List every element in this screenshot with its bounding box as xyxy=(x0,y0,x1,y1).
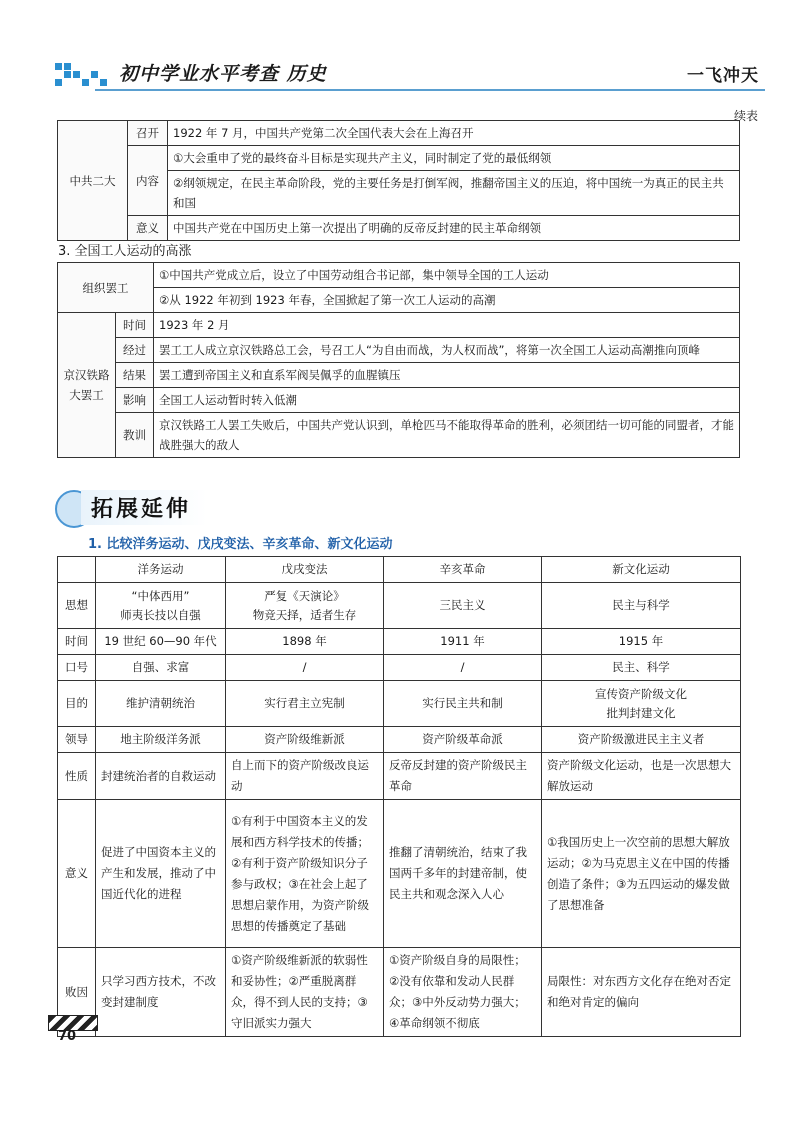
table-cell: 地主阶级洋务派 xyxy=(96,727,226,753)
table-cell: 三民主义 xyxy=(384,583,542,629)
table-cell: / xyxy=(226,655,384,681)
table-cell: ①资产阶级自身的局限性；②没有依靠和发动人民群众；③中外反动势力强大；④革命纲领不彻底 xyxy=(384,948,542,1037)
table-cell: 资产阶级文化运动，也是一次思想大解放运动 xyxy=(542,753,741,800)
header-cell: 新文化运动 xyxy=(542,557,741,583)
row-label: 意义 xyxy=(58,800,96,948)
table-cell: 1898 年 xyxy=(226,629,384,655)
table-cell: 民主、科学 xyxy=(542,655,741,681)
row-label: 败因 xyxy=(58,948,96,1037)
row-text: 中国共产党在中国历史上第一次提出了明确的反帝反封建的民主革命纲领 xyxy=(168,216,740,241)
row-text: 全国工人运动暂时转入低潮 xyxy=(154,388,740,413)
table-cell: 19 世纪 60—90 年代 xyxy=(96,629,226,655)
table-cell: ①有利于中国资本主义的发展和西方科学技术的传播；②有利于资产阶级知识分子参与政权；③在社会上起了思想启蒙作用，为资产阶级思想的传播奠定了基础 xyxy=(226,800,384,948)
header-rule xyxy=(95,89,765,91)
table-cell: 宣传资产阶级文化 批判封建文化 xyxy=(542,681,741,727)
row-text: 京汉铁路工人罢工失败后，中国共产党认识到，单枪匹马不能取得革命的胜利，必须团结一切可能的同盟者，才能战胜强大的敌人 xyxy=(154,413,740,458)
table-cell: 实行民主共和制 xyxy=(384,681,542,727)
table-cell: / xyxy=(384,655,542,681)
row-label: 思想 xyxy=(58,583,96,629)
row-label: 内容 xyxy=(128,146,168,216)
row-text: 1923 年 2 月 xyxy=(154,313,740,338)
table-cell: ①我国历史上一次空前的思想大解放运动；②为马克思主义在中国的传播创造了条件；③为五四运动的爆发做了思想准备 xyxy=(542,800,741,948)
org-label: 组织罢工 xyxy=(58,263,154,313)
row-label: 经过 xyxy=(116,338,154,363)
row-label: 教训 xyxy=(116,413,154,458)
group-label: 京汉铁路大罢工 xyxy=(58,313,116,458)
page-header xyxy=(55,55,765,95)
row-text: ②从 1922 年初到 1923 年春，全国掀起了第一次工人运动的高潮 xyxy=(154,288,740,313)
section-heading: 3. 全国工人运动的高涨 xyxy=(58,244,192,259)
workers-movement-table xyxy=(57,262,740,458)
row-text: ①大会重申了党的最终奋斗目标是实现共产主义，同时制定了党的最低纲领 xyxy=(168,146,740,171)
header-decoration xyxy=(55,63,110,87)
table-cell: 推翻了清朝统治，结束了我国两千多年的封建帝制，使民主共和观念深入人心 xyxy=(384,800,542,948)
table-cell: 促进了中国资本主义的产生和发展，推动了中国近代化的进程 xyxy=(96,800,226,948)
row-label: 性质 xyxy=(58,753,96,800)
table-cell: ①资产阶级维新派的软弱性和妥协性；②严重脱离群众，得不到人民的支持；③守旧派实力强大 xyxy=(226,948,384,1037)
row-label: 领导 xyxy=(58,727,96,753)
row-text: 罢工遭到帝国主义和直系军阀吴佩孚的血腥镇压 xyxy=(154,363,740,388)
header-cell xyxy=(58,557,96,583)
table-cell: 反帝反封建的资产阶级民主革命 xyxy=(384,753,542,800)
extension-banner xyxy=(55,488,355,530)
row-text: 1922 年 7 月，中国共产党第二次全国代表大会在上海召开 xyxy=(168,121,740,146)
table-cell: 资产阶级激进民主主义者 xyxy=(542,727,741,753)
comparison-table xyxy=(57,556,741,1037)
table-cell: “中体西用” 师夷长技以自强 xyxy=(96,583,226,629)
book-title: 初中学业水平考查 历史 xyxy=(119,63,327,85)
page-footer xyxy=(48,1015,96,1045)
table-cell: 资产阶级革命派 xyxy=(384,727,542,753)
row-label: 结果 xyxy=(116,363,154,388)
table-cell: 严复《天演论》 物竞天择，适者生存 xyxy=(226,583,384,629)
extension-subtitle: 1. 比较洋务运动、戊戌变法、辛亥革命、新文化运动 xyxy=(88,537,393,552)
brand-logo-text: 一飞冲天 xyxy=(687,66,759,86)
row-label: 口号 xyxy=(58,655,96,681)
table-cell: 封建统治者的自救运动 xyxy=(96,753,226,800)
continued-label: 续表 xyxy=(733,109,758,123)
row-label: 时间 xyxy=(58,629,96,655)
table-cell: 自强、求富 xyxy=(96,655,226,681)
table-cell: 维护清朝统治 xyxy=(96,681,226,727)
table-cell: 1915 年 xyxy=(542,629,741,655)
extension-title: 拓展延伸 xyxy=(81,490,207,525)
row-text: 罢工工人成立京汉铁路总工会，号召工人“为自由而战，为人权而战”，将第一次全国工人运动高潮推向顶峰 xyxy=(154,338,740,363)
table-cell: 1911 年 xyxy=(384,629,542,655)
row-text: ②纲领规定，在民主革命阶段，党的主要任务是打倒军阀，推翻帝国主义的压迫，将中国统一为真正的民主共和国 xyxy=(168,171,740,216)
row-text: ①中国共产党成立后，设立了中国劳动组合书记部，集中领导全国的工人运动 xyxy=(154,263,740,288)
row-label: 意义 xyxy=(128,216,168,241)
table-cell: 实行君主立宪制 xyxy=(226,681,384,727)
header-cell: 辛亥革命 xyxy=(384,557,542,583)
row-label: 目的 xyxy=(58,681,96,727)
table-cell: 只学习西方技术，不改变封建制度 xyxy=(96,948,226,1037)
ccp-second-congress-table xyxy=(57,120,740,241)
header-cell: 洋务运动 xyxy=(96,557,226,583)
row-label: 召开 xyxy=(128,121,168,146)
table-cell: 资产阶级维新派 xyxy=(226,727,384,753)
table-cell: 自上而下的资产阶级改良运动 xyxy=(226,753,384,800)
page-number: 70 xyxy=(58,1029,77,1044)
row-label: 时间 xyxy=(116,313,154,338)
group-label: 中共二大 xyxy=(58,121,128,241)
header-cell: 戊戌变法 xyxy=(226,557,384,583)
row-label: 影响 xyxy=(116,388,154,413)
table-cell: 民主与科学 xyxy=(542,583,741,629)
table-cell: 局限性：对东西方文化存在绝对否定和绝对肯定的偏向 xyxy=(542,948,741,1037)
